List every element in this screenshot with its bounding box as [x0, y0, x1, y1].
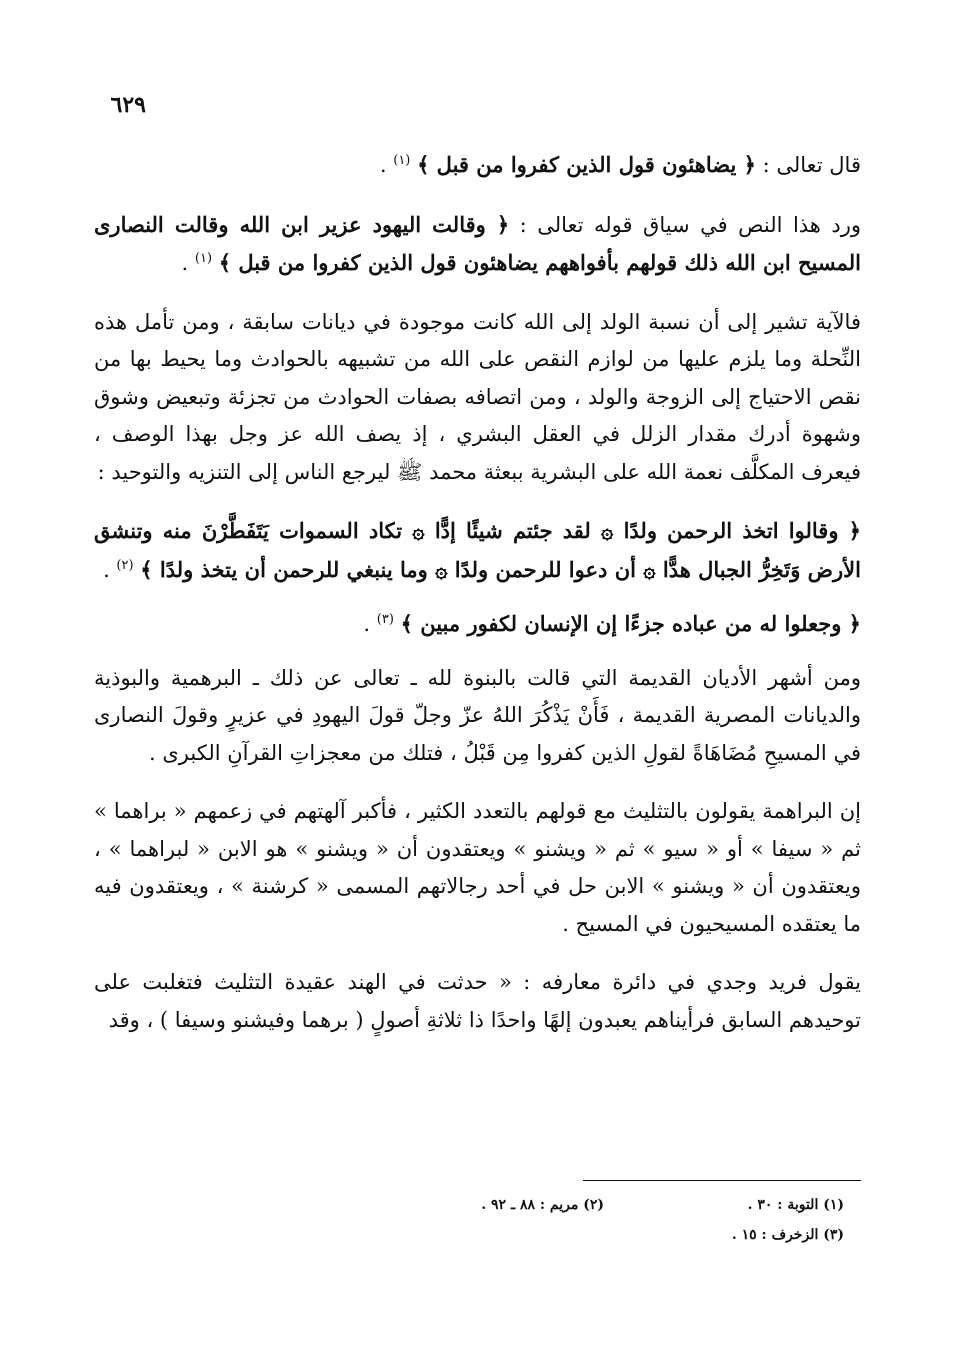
footnote-divider	[583, 1180, 861, 1181]
paragraph-4	[94, 512, 861, 589]
paragraph-8: يقول فريد وجدي في دائرة معارفه : « حدثت في الهند عقيدة التثليث فتغلبت على توحيدهم السابق فرأيناهم يعبدون إلهًا واحدًا ذا ثلاثةِ أصولٍ ( برهما وفيشنو وسيفا ) ، وقد	[94, 970, 861, 1032]
page-number: ٦٢٩	[110, 92, 146, 118]
paragraph-tail: .	[379, 153, 394, 177]
footnote-marker: (٢)	[116, 557, 134, 573]
footnote-marker: (١)	[393, 153, 411, 168]
footnote-3: (٣) الزخرف : ١٥ .	[731, 1227, 844, 1243]
paragraph-1	[94, 146, 861, 185]
quran-quote: ﴿ يضاهئون قول الذين كفروا من قبل ﴾	[417, 152, 756, 177]
paragraph-tail: .	[181, 251, 195, 275]
main-text	[94, 146, 861, 1060]
paragraph-6: ومن أشهر الأديان القديمة التي قالت بالبنوة لله ـ تعالى عن ذلك ـ البرهمية والبوذية والديانات المصرية القديمة ، فَأَنْ يَذْكُرَ اللهُ عزّ وجلّ قولَ اليهودِ في عزيرٍ وقولَ النصارى في المسيحِ مُضَاهَاةً لقولِ الذين كفروا مِن قَبْلُ ، فتلك من معجزاتِ القرآنِ الكبرى .	[94, 665, 861, 765]
footnotes	[144, 1190, 844, 1250]
paragraph-tail: .	[103, 557, 117, 582]
quran-quote: ﴿ وقالوا اتخذ الرحمن ولدًا ۞ لقد جئتم شيئًا إدًّا ۞ تكاد السموات يَتَفَطَّرْنَ منه وتنشق الأرض وَتَخِرُّ الجبال هدًّا ۞ أن دعوا للرحمن ولدًا ۞ وما ينبغي للرحمن أن يتخذ ولدًا ﴾	[94, 518, 861, 582]
paragraph-3: فالآية تشير إلى أن نسبة الولد إلى الله كانت موجودة في ديانات سابقة ، ومن تأمل هذه النِّحلة وما يلزم عليها من لوازم النقص على الله من تشبيهه بالحوادث وما يحيط بها من نقص الاحتياج إلى الزوجة والولد ، ومن اتصافه بصفات الحوادث من تجزئة وتبعيض وشوق وشهوة أدرك مقدار الزلل في العقل البشري ، إذ يصف الله عز وجل بهذا الوصف ، فيعرف المكلَّف نعمة الله على البشرية ببعثة محمد ﷺ ليرجع الناس إلى التنزيه والتوحيد :	[94, 309, 861, 484]
footnote-row	[144, 1220, 844, 1250]
quran-quote: ﴿ وجعلوا له من عباده جزءًا إن الإنسان لكفور مبين ﴾	[400, 611, 861, 636]
paragraph-tail: .	[363, 612, 377, 636]
footnote-row	[144, 1190, 844, 1220]
paragraph-5	[94, 605, 861, 644]
footnote-marker: (٣)	[376, 612, 394, 627]
paragraph-7: إن البراهمة يقولون بالتثليث مع قولهم بالتعدد الكثير ، فأكبر آلهتهم في زعمهم « براهما » ثم « سيفا » أو « سيو » ثم « ويشنو » ويعتقدون أن « ويشنو » هو الابن « لبراهما » ، ويعتقدون أن « ويشنو » الابن حل في أحد رجالاتهم المسمى « كرشنة » ، ويعتقدون فيه ما يعتقده المسيحيون في المسيح .	[94, 799, 861, 936]
footnote-2: (٢) مريم : ٨٨ ـ ٩٢ .	[481, 1197, 604, 1213]
quran-quote: ﴿ وقالت اليهود عزير ابن الله وقالت النصارى المسيح ابن الله ذلك قولهم بأفواههم يضاهئون قول الذين كفروا من قبل ﴾	[94, 211, 861, 275]
footnote-1: (١) التوبة : ٣٠ .	[747, 1197, 844, 1213]
paragraph-2	[94, 206, 861, 283]
footnote-marker: (١)	[194, 251, 213, 266]
paragraph-intro: قال تعالى :	[755, 153, 861, 177]
paragraph-intro: ورد هذا النص في سياق قوله تعالى :	[509, 212, 861, 237]
